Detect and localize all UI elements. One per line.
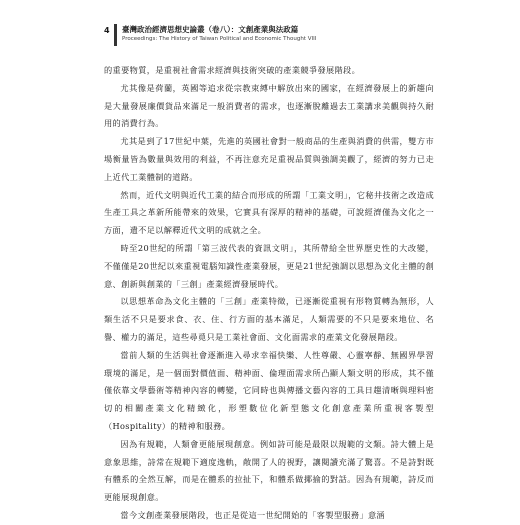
paragraph: 以思想革命為文化主體的「三創」產業特徵，已逐漸從重視有形物質轉為無形，人類生活不只是要求食、衣、住、行方面的基本滿足，人類需要的不只是要來地位、名譽、權力的滿足，這些尋覓只是工業社會面、文化面需求的產業文化發展階段。 (104, 296, 434, 342)
body-text (104, 62, 434, 525)
paragraph: 時至20世紀的所謂「第三波代表的資訊文明」，其所帶給全世界歷史性的大改變，不僅僅是20世紀以來重視電腦知識性產業發展，更是21世紀強調以思想為文化主體的創意、創新與創業的「三創」產業經濟發展時代。 (104, 242, 434, 289)
paragraph: 尤其像是荷蘭，英國等追求從宗教束縛中解放出來的國家，在經濟發展上的新趨向是大量發展廉價貨品來滿足一般消費者的需求，也逐漸脫離過去工業講求美觀與持久耐用的消費行為。 (104, 82, 434, 129)
paragraph: 尤其是到了17世紀中葉，先進的英國社會對一般商品的生產與消費的供需，雙方市場衡量皆為數量與效用的利益，不再注意充足重視品質與強調美觀了，經濟的努力已走上近代工業體制的道路。 (104, 136, 434, 182)
book-subtitle: Proceedings: The History of Taiwan Political and Economic Thought VIII (122, 36, 317, 42)
header-divider-bar (114, 24, 117, 46)
paragraph: 的重要物質，是重視社會需求經濟與技術突破的產業競爭發展階段。 (104, 65, 361, 75)
page-number: 4 (104, 26, 110, 35)
paragraph: 當今文創產業發展階段，也正是從這一世紀開始的「客製型服務」意涵 (120, 509, 386, 520)
paragraph: 當前人類的生活與社會逐漸進入尋求幸福快樂、人性尊嚴、心靈寧靜、無國界學習環境的滿足，是一個面對價值面、精神面、倫理面需求所凸顯人類文明的形成，其不僅僅依靠文學藝術等精神內容的轉變，它同時也與傳播文藝內容的工具日趨清晰與理料密切的相關產業文化精緻化，形塑數位化新型態文化創意產業所重視客製型（Hospitality）的精神和服務。 (104, 349, 434, 431)
paragraph: 然而，近代文明與近代工業的結合而形成的所謂「工業文明」，它秘井技術之改造成生產工具之革新所能帶來的效果，它實具有深厚的精神的基礎，可說經濟僅為文化之一方面，遺不足以解釋近代文明的成就之全。 (104, 189, 434, 236)
book-title: 臺灣政治經濟思想史論叢（卷八）：文創產業與法政篇 (122, 25, 299, 34)
paragraph: 因為有規範，人類會更能展現創意。例如詩可能是最限以規範的文類。詩大體上是意象思維，詩常在規範下適度逸軌，敞開了人的視野，讓閱讀充滿了驚喜。不是詩對既有體系的全然互解，而是在體系的拉扯下，和體系做揶揄的對話。因為有規範，詩反而更能展現創意。 (104, 438, 434, 503)
